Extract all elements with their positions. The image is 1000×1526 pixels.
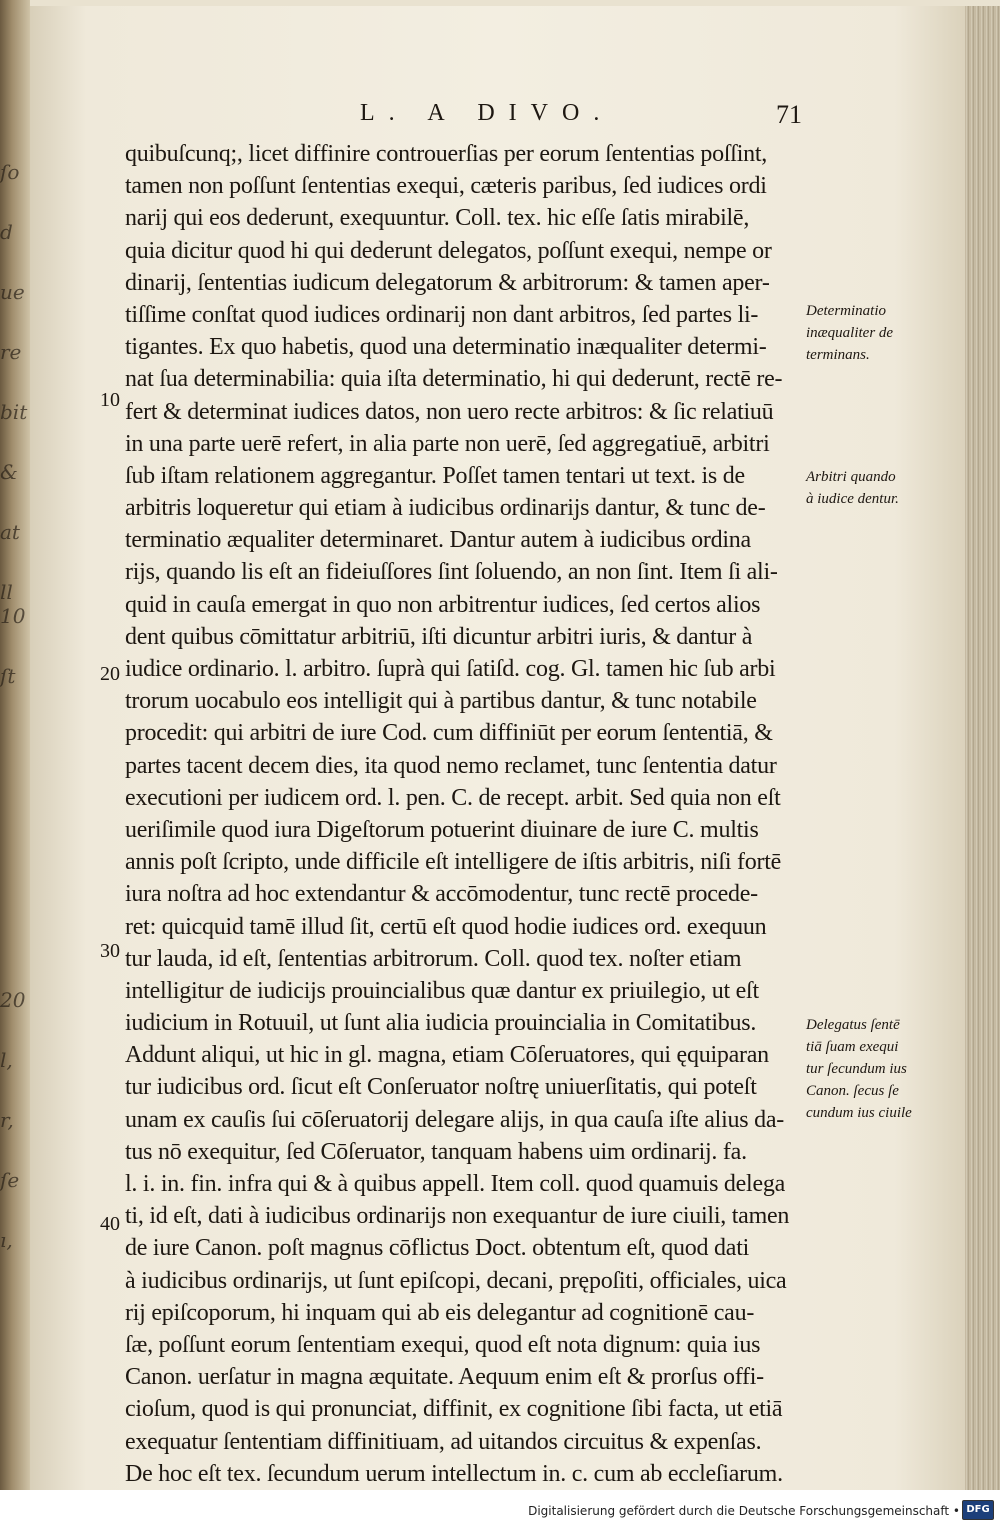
text-line: dent quibus cōmittatur arbitriū, iſti dicuntur arbitri iuris, & dantur à	[125, 623, 753, 650]
text-line: iudice ordinario. l. arbitro. ſuprà qui ſatiſd. cog. Gl. tamen hic ſub arbi	[125, 656, 776, 682]
text-line: annis poſt ſcripto, unde difficile eſt intelligere de iſtis arbitris, niſi fortē	[125, 849, 782, 876]
text-line: iudicium in Rotuuil, ut ſunt alia iudicia prouincialia in Comitatibus.	[125, 1010, 757, 1037]
facing-page-fragment: l,	[0, 1048, 13, 1072]
text-line: Canon. uerſatur in magna æquitate. Aequum enim eſt & prorſus offi-	[125, 1364, 764, 1391]
marginal-note	[806, 300, 916, 366]
text-line: iura noſtra ad hoc extendantur & accōmodentur, tunc rectē procede-	[125, 881, 758, 908]
line-number: 30	[100, 940, 120, 962]
text-line: exequatur ſententiam diffinitiuam, ad uitandos circuitus & expenſas.	[125, 1428, 762, 1455]
text-line: quid in cauſa emergat in quo non arbitrentur iudices, ſed certos alios	[125, 591, 761, 618]
text-line: intelligitur de iudicijs prouincialibus quæ dantur ex priuilegio, ut eſt	[125, 977, 759, 1004]
facing-page-fragment: r,	[0, 1108, 14, 1132]
marginal-note-line: tur ſecundum ius	[806, 1061, 907, 1077]
running-title: L. A DIVO.	[360, 100, 614, 126]
line-number: 40	[100, 1213, 120, 1235]
page-stack-edges	[965, 6, 1000, 1490]
text-line: Addunt aliqui, ut hic in gl. magna, etiam Cōſeruatores, qui ęquiparan	[125, 1042, 769, 1069]
text-line: arbitris loqueretur qui etiam à iudicibus ordinarijs dantur, & tunc de-	[125, 495, 766, 522]
text-line: tiſſime conſtat quod iudices ordinarij non dant arbitros, ſed partes li-	[125, 301, 759, 328]
text-line: terminatio æqualiter determinaret. Dantur autem à iudicibus ordina	[125, 527, 751, 554]
text-line: tamen non poſſunt ſententias exequi, cæteris paribus, ſed iudices ordi	[125, 173, 767, 200]
marginal-note-line: Delegatus ſentē	[806, 1017, 900, 1033]
text-line: partes tacent decem dies, ita quod nemo reclamet, tunc ſententia datur	[125, 752, 777, 779]
text-line: quia dicitur quod hi qui dederunt delegatos, poſſunt exequi, nempe or	[125, 237, 772, 264]
text-line: rijs, quando lis eſt an fideiuſſores ſint ſoluendo, an non ſint. Item ſi ali-	[125, 559, 778, 586]
text-line: unam ex cauſis ſui cōſeruatorij delegare alijs, in qua cauſa iſte alius da-	[125, 1106, 784, 1133]
facing-page-fragment: ſo	[0, 160, 20, 184]
marginal-note-line: à iudice dentur.	[806, 491, 899, 507]
text-line: in una parte uerē refert, in alia parte non uerē, ſed aggregatiuē, arbitri	[125, 430, 770, 457]
text-line: tigantes. Ex quo habetis, quod una determinatio inæqualiter determi-	[125, 334, 767, 361]
text-line: rij epiſcoporum, hi inquam qui ab eis delegantur ad cognitionē cau-	[125, 1299, 755, 1326]
text-line: fert & determinat iudices datos, non uero recte arbitros: & ſic relatiuū	[125, 398, 774, 425]
text-line: procedit: qui arbitri de iure Cod. cum diffiniūt per eorum ſententiā, &	[125, 720, 773, 747]
marginal-note	[806, 466, 916, 510]
facing-page-fragment: &	[0, 460, 18, 484]
facing-page-fragment: 20	[0, 988, 26, 1012]
marginal-note	[806, 1014, 916, 1124]
facing-page-fragment: ı,	[0, 1228, 13, 1252]
text-line: dinarij, ſententias iudicum delegatorum & arbitrorum: & tamen aper-	[125, 269, 770, 296]
facing-page-fragment: ſe	[0, 1168, 20, 1192]
facing-page-fragment: d	[0, 220, 13, 244]
text-line: cioſum, quod is qui pronunciat, diffinit, ex cognitione ſibi facta, ut etiā	[125, 1396, 783, 1423]
line-number: 10	[100, 389, 120, 411]
text-line: quibuſcunq;, licet diffinire controuerſias per eorum ſententias poſſint,	[125, 141, 768, 167]
text-line: à iudicibus ordinarijs, ut ſunt epiſcopi, decani, prępoſiti, officiales, uica	[125, 1267, 787, 1294]
text-line: l. i. in. fin. infra qui & à quibus appell. Item coll. quod quamuis delega	[125, 1171, 786, 1197]
text-line: ſub iſtam relationem aggregantur. Poſſet tamen tentari ut text. is de	[125, 462, 745, 489]
marginal-note-line: Determinatio	[806, 303, 886, 319]
text-line: de iure Canon. poſt magnus cōflictus Doct. obtentum eſt, quod dati	[125, 1235, 750, 1262]
page-number: 71	[776, 100, 802, 129]
main-text-block	[125, 138, 800, 1490]
facing-page-text	[0, 160, 28, 1252]
text-line: trorum uocabulo eos intelligit qui à partibus dantur, & tunc notabile	[125, 688, 757, 715]
text-line: ueriſimile quod iura Digeſtorum potuerint diuinare de iure C. multis	[125, 816, 759, 843]
text-line: tur iudicibus ord. ſicut eſt Conſeruator noſtrę uniuerſitatis, qui poteſt	[125, 1074, 757, 1101]
text-line: tur lauda, id eſt, ſententias arbitrorum. Coll. quod tex. noſter etiam	[125, 945, 742, 972]
line-number: 20	[100, 663, 120, 685]
marginal-note-line: terminans.	[806, 347, 870, 363]
text-line: executioni per iudicem ord. l. pen. C. de recept. arbit. Sed quia non eſt	[125, 784, 781, 811]
text-line: De hoc eſt tex. ſecundum uerum intellectum in. c. cum ab eccleſiarum.	[125, 1460, 783, 1487]
facing-page-fragment: ue	[0, 280, 25, 304]
facing-page-fragment: ll 10	[0, 580, 26, 628]
text-line: narij qui eos dederunt, exequuntur. Coll. tex. hic eſſe ſatis mirabilē,	[125, 205, 750, 232]
marginal-note-line: inæqualiter de	[806, 325, 894, 341]
facing-page-fragment: re	[0, 340, 22, 364]
marginal-note-line: cundum ius ciuile	[806, 1105, 912, 1121]
footer-credit: Digitalisierung gefördert durch die Deutsche Forschungsgemeinschaft •	[528, 1504, 960, 1518]
text-line: ret: quicquid tamē illud ſit, certū eſt quod hodie iudices ord. exequun	[125, 913, 767, 940]
text-line: tus nō exequitur, ſed Cōſeruator, tanquam habens uim ordinarij. fa.	[125, 1138, 747, 1165]
marginal-note-line: Arbitri quando	[806, 469, 896, 485]
facing-page-fragment: ſt	[0, 664, 16, 688]
marginal-note-line: Canon. ſecus ſe	[806, 1083, 899, 1099]
text-line: nat ſua determinabilia: quia iſta determinatio, hi qui dederunt, rectē re-	[125, 366, 783, 393]
marginal-note-line: tiā ſuam exequi	[806, 1039, 899, 1055]
dfg-logo: DFG	[962, 1500, 994, 1520]
facing-page-fragment: at	[0, 520, 20, 544]
facing-page-fragment: bit	[0, 400, 28, 424]
text-line: ti, id eſt, dati à iudicibus ordinarijs non exequantur de iure ciuili, tamen	[125, 1203, 790, 1230]
text-line: ſæ, poſſunt eorum ſententiam exequi, quod eſt nota dignum: quia ius	[125, 1331, 761, 1358]
